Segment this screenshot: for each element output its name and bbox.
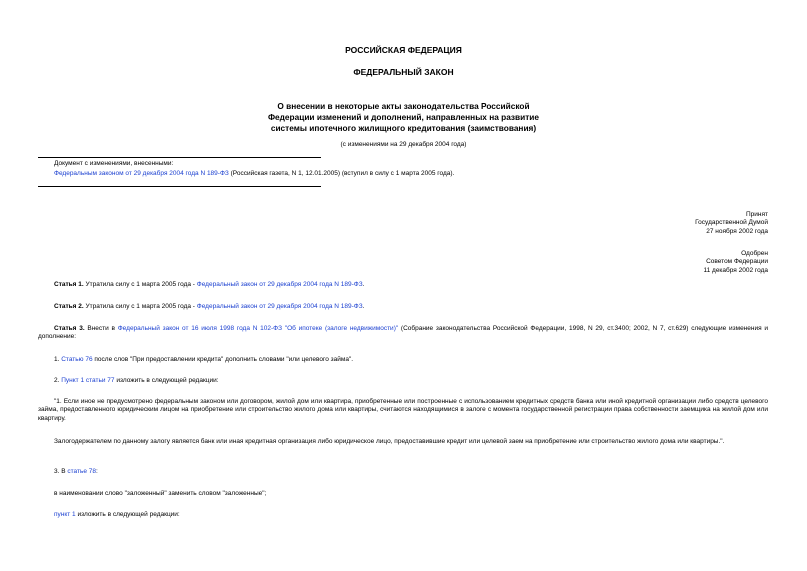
law-title-line: О внесении в некоторые акты законодательства Российской — [277, 101, 530, 111]
article-2 — [38, 303, 768, 311]
article-1-end: . — [362, 281, 365, 288]
item-1-num: 1. — [54, 356, 62, 363]
divider-top — [38, 157, 321, 158]
article-2-label: Статья 2. — [54, 303, 84, 310]
quote-paragraph-2: Залогодержателем по данному залогу является банк или иная кредитная организация либо юридическое лицо, предоставившие кредит или целевой заем на приобретение или строительство жилого дома или квартиры.". — [54, 438, 725, 445]
article-3-text: Внести в — [84, 325, 118, 332]
amend-intro: Документ с изменениями, внесенными: — [54, 160, 174, 167]
item-2-text: изложить в следующей редакции: — [114, 377, 219, 384]
article-1-text: Утратила силу с 1 марта 2005 года - — [83, 281, 197, 288]
council-approval — [703, 250, 768, 275]
item-3b-link[interactable]: пункт 1 — [54, 511, 76, 518]
item-3-num: 3. В — [54, 468, 68, 475]
adoption-line: Принят — [745, 211, 768, 218]
item-3a: в наименовании слово "заложенный" заменить словом "заложенные"; — [54, 490, 267, 497]
article-3-tail: (Собрание законодательства Российской Федерации, 1998, N 29, ст.3400; 2002, N 7, ст.629) следующие изменения и дополнение: — [38, 325, 768, 341]
article-2-link[interactable]: Федеральный закон от 29 декабря 2004 года N 189-ФЗ — [196, 303, 363, 310]
item-2-num: 2. — [54, 377, 62, 384]
adoption-line: Государственной Думой — [695, 219, 768, 227]
article-3-label: Статья 3. — [54, 325, 85, 332]
quote-paragraph-1: "1. Если иное не предусмотрено федеральным законом или договором, жилой дом или квартира, приобретенные или построенные с использованием кредитных средств банка или иной кредитной организации либо средств целевого займа, предоставленного юридическим лицом на приобретение или строительство жилого дома или квартиры, считаются находящимися в залоге с момента государственной регистрации права собственности заемщика на жилой дом или квартиру. — [38, 398, 768, 422]
item-1-link[interactable]: Статью 76 — [61, 356, 93, 363]
item-1-text: после слов "При предоставлении кредита" дополнить словами "или целевого займа". — [92, 356, 354, 363]
duma-adoption — [695, 211, 768, 236]
item-3 — [38, 468, 768, 476]
amend-line — [54, 170, 454, 178]
item-2 — [38, 377, 768, 385]
approval-line: 11 декабря 2002 года — [703, 266, 768, 274]
item-3-text: : — [96, 468, 98, 475]
law-title-line: системы ипотечного жилищного кредитования (заимствования) — [270, 122, 537, 133]
adoption-line: 27 ноября 2002 года — [706, 227, 768, 235]
article-2-end: . — [362, 303, 365, 310]
article-1-label: Статья 1. — [54, 281, 84, 288]
law-title-line: Федерации изменений и дополнений, направленных на развитие — [267, 111, 540, 122]
divider-bottom — [38, 186, 321, 187]
item-2-link[interactable]: Пункт 1 статьи 77 — [61, 377, 115, 384]
doc-type-heading: ФЕДЕРАЛЬНЫЙ ЗАКОН — [353, 67, 454, 77]
law-title — [0, 101, 807, 134]
article-3 — [38, 325, 768, 342]
approval-line: Одобрен — [741, 250, 768, 257]
article-1 — [38, 281, 768, 289]
article-2-text: Утратила силу с 1 марта 2005 года - — [83, 303, 197, 310]
approval-line: Советом Федерации — [706, 258, 768, 266]
item-3b — [38, 511, 768, 519]
item-3-link[interactable]: статье 78 — [67, 468, 97, 475]
amend-law-link[interactable]: Федеральным законом от 29 декабря 2004 года N 189-ФЗ — [54, 170, 229, 177]
amend-tail: (Российская газета, N 1, 12.01.2005) (вступил в силу с 1 марта 2005 года). — [228, 170, 455, 177]
edition-note: (с изменениями на 29 декабря 2004 года) — [340, 141, 467, 148]
item-1 — [38, 356, 768, 364]
article-3-link[interactable]: Федеральный закон от 16 июля 1998 года N 102-ФЗ "Об ипотеке (залоге недвижимости)" — [117, 325, 399, 332]
item-3b-text: изложить в следующей редакции: — [75, 511, 180, 518]
article-1-link[interactable]: Федеральный закон от 29 декабря 2004 года N 189-ФЗ — [196, 281, 363, 288]
country-heading: РОССИЙСКАЯ ФЕДЕРАЦИЯ — [345, 45, 462, 55]
